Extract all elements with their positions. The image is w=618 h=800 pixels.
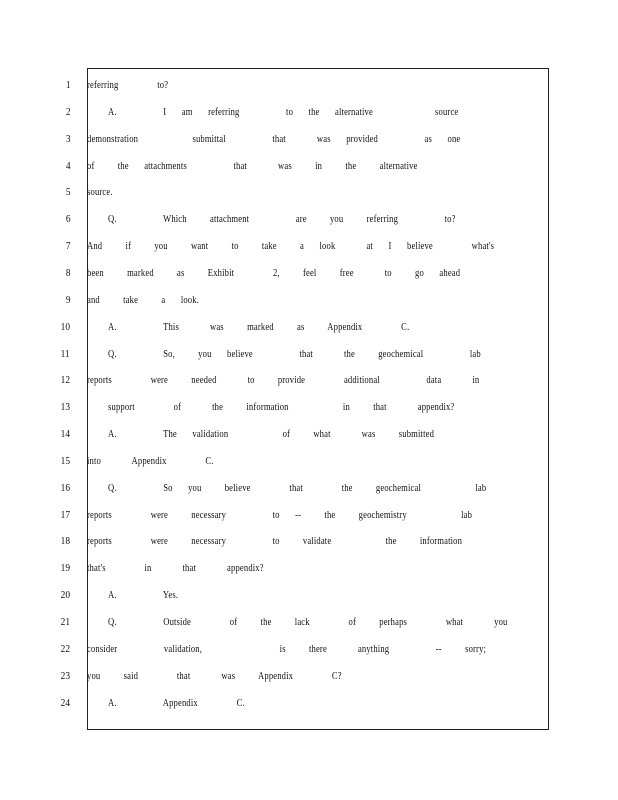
line-number: 20 — [60, 589, 70, 601]
line-number: 17 — [60, 509, 70, 521]
line-number: 5 — [65, 186, 70, 198]
line-number: 10 — [60, 321, 70, 333]
transcript-line: source. — [87, 186, 113, 198]
transcript-line: support of the information in that appendix? — [108, 401, 455, 413]
transcript-line: demonstration submittal that was provided as one — [87, 133, 461, 145]
line-number: 21 — [60, 616, 70, 628]
transcript-line: consider validation, is there anything -- sorry; — [87, 643, 487, 655]
line-number: 13 — [60, 401, 70, 413]
line-number: 2 — [65, 106, 70, 118]
line-number: 14 — [60, 428, 70, 440]
transcript-line: Q. So, you believe that the geochemical lab — [108, 348, 481, 360]
line-number: 12 — [60, 374, 70, 386]
line-number: 23 — [60, 670, 70, 682]
transcript-line: that's in that appendix? — [87, 562, 264, 574]
line-number: 22 — [60, 643, 70, 655]
line-number: 18 — [60, 535, 70, 547]
line-number: 16 — [60, 482, 70, 494]
line-number: 8 — [65, 267, 70, 279]
transcript-line: reports were needed to provide additional data in — [87, 374, 480, 386]
line-number: 7 — [65, 240, 70, 252]
transcript-line: and take a look. — [87, 294, 200, 306]
transcript-line: you said that was Appendix C? — [87, 670, 342, 682]
transcript-line: And if you want to take a look at I believe what's — [87, 240, 495, 252]
line-number: 6 — [65, 213, 70, 225]
transcript-line: Q. Outside of the lack of perhaps what you — [108, 616, 508, 628]
transcript-line: reports were necessary to validate the information — [87, 535, 463, 547]
line-number: 1 — [65, 79, 70, 91]
transcript-line: A. Yes. — [108, 589, 179, 601]
transcript-line: reports were necessary to -- the geochemistry lab — [87, 509, 473, 521]
line-number: 15 — [60, 455, 70, 467]
transcript-line: into Appendix C. — [87, 455, 214, 467]
transcript-line: A. Appendix C. — [108, 697, 245, 709]
line-number: 24 — [60, 697, 70, 709]
line-number: 3 — [65, 133, 70, 145]
line-number: 11 — [60, 348, 70, 360]
transcript-line: of the attachments that was in the alternative — [87, 160, 418, 172]
transcript-line: A. I am referring to the alternative source — [108, 106, 459, 118]
transcript-line: Q. Which attachment are you referring to? — [108, 213, 456, 225]
transcript-line: A. This was marked as Appendix C. — [108, 321, 410, 333]
transcript-line: A. The validation of what was submitted — [108, 428, 435, 440]
transcript-line: referring to? — [87, 79, 169, 91]
line-number: 19 — [60, 562, 70, 574]
line-number: 4 — [65, 160, 70, 172]
transcript-line: been marked as Exhibit 2, feel free to go ahead — [87, 267, 461, 279]
line-number: 9 — [65, 294, 70, 306]
transcript-line: Q. So you believe that the geochemical lab — [108, 482, 487, 494]
